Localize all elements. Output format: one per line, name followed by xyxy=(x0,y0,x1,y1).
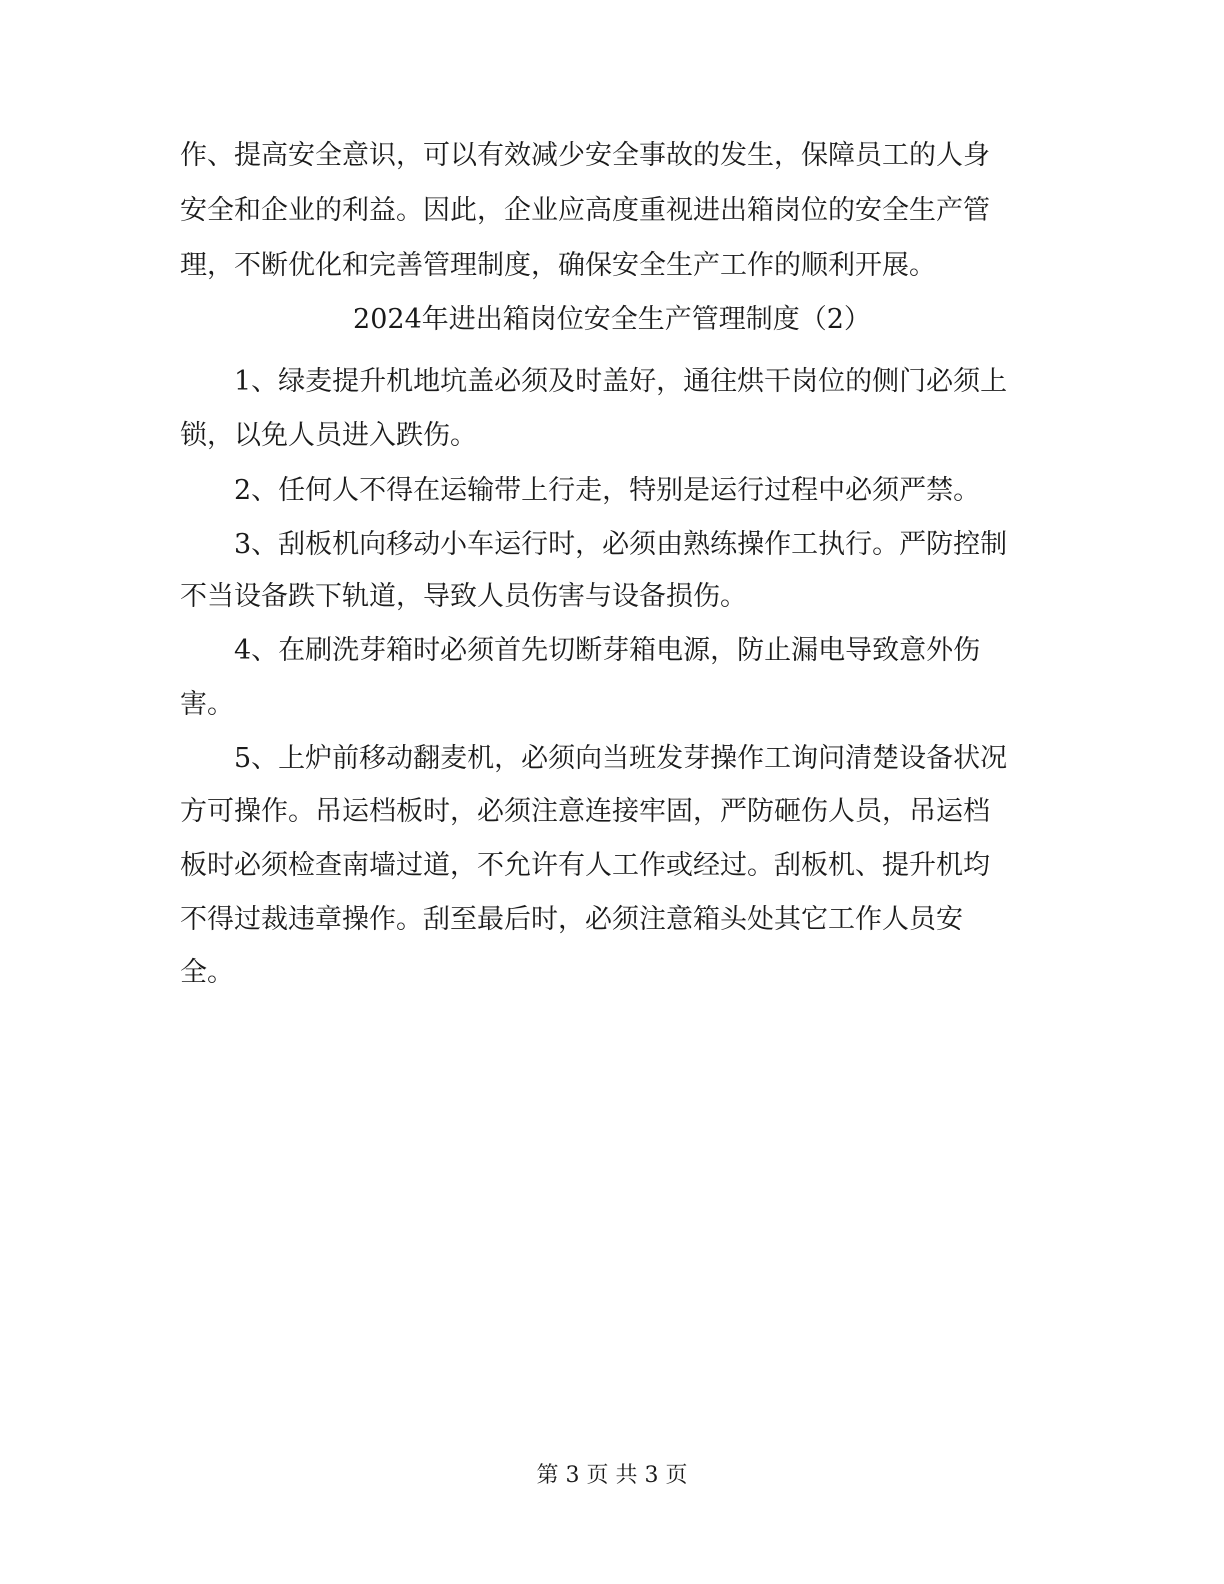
page-footer: 第 3 页 共 3 页 xyxy=(536,1463,688,1488)
section-title: 2024年进出箱岗位安全生产管理制度（2） xyxy=(353,304,871,335)
item-5-line-2: 方可操作。吊运档板时，必须注意连接牢固，严防砸伤人员，吊运档 xyxy=(180,796,990,827)
intro-line-1: 作、提高安全意识，可以有效减少安全事故的发生，保障员工的人身 xyxy=(180,140,990,171)
item-4-line-2: 害。 xyxy=(180,689,234,720)
item-5-line-5: 全。 xyxy=(180,957,234,988)
item-4-line-1: 4、在刷洗芽箱时必须首先切断芽箱电源，防止漏电导致意外伤 xyxy=(234,635,981,666)
item-3-line-2: 不当设备跌下轨道，导致人员伤害与设备损伤。 xyxy=(180,581,747,612)
item-5-line-4: 不得过裁违章操作。刮至最后时，必须注意箱头处其它工作人员安 xyxy=(180,904,963,935)
intro-line-2: 安全和企业的利益。因此，企业应高度重视进出箱岗位的安全生产管 xyxy=(180,195,990,226)
intro-line-3: 理，不断优化和完善管理制度，确保安全生产工作的顺利开展。 xyxy=(180,250,936,281)
item-5-line-1: 5、上炉前移动翻麦机，必须向当班发芽操作工询问清楚设备状况 xyxy=(234,743,1008,774)
item-2-line-1: 2、任何人不得在运输带上行走，特别是运行过程中必须严禁。 xyxy=(234,475,981,506)
item-3-line-1: 3、刮板机向移动小车运行时，必须由熟练操作工执行。严防控制 xyxy=(234,529,1008,560)
item-1-line-1: 1、绿麦提升机地坑盖必须及时盖好，通往烘干岗位的侧门必须上 xyxy=(234,366,1008,397)
item-1-line-2: 锁，以免人员进入跌伤。 xyxy=(180,420,477,451)
item-5-line-3: 板时必须检查南墙过道，不允许有人工作或经过。刮板机、提升机均 xyxy=(180,850,990,881)
